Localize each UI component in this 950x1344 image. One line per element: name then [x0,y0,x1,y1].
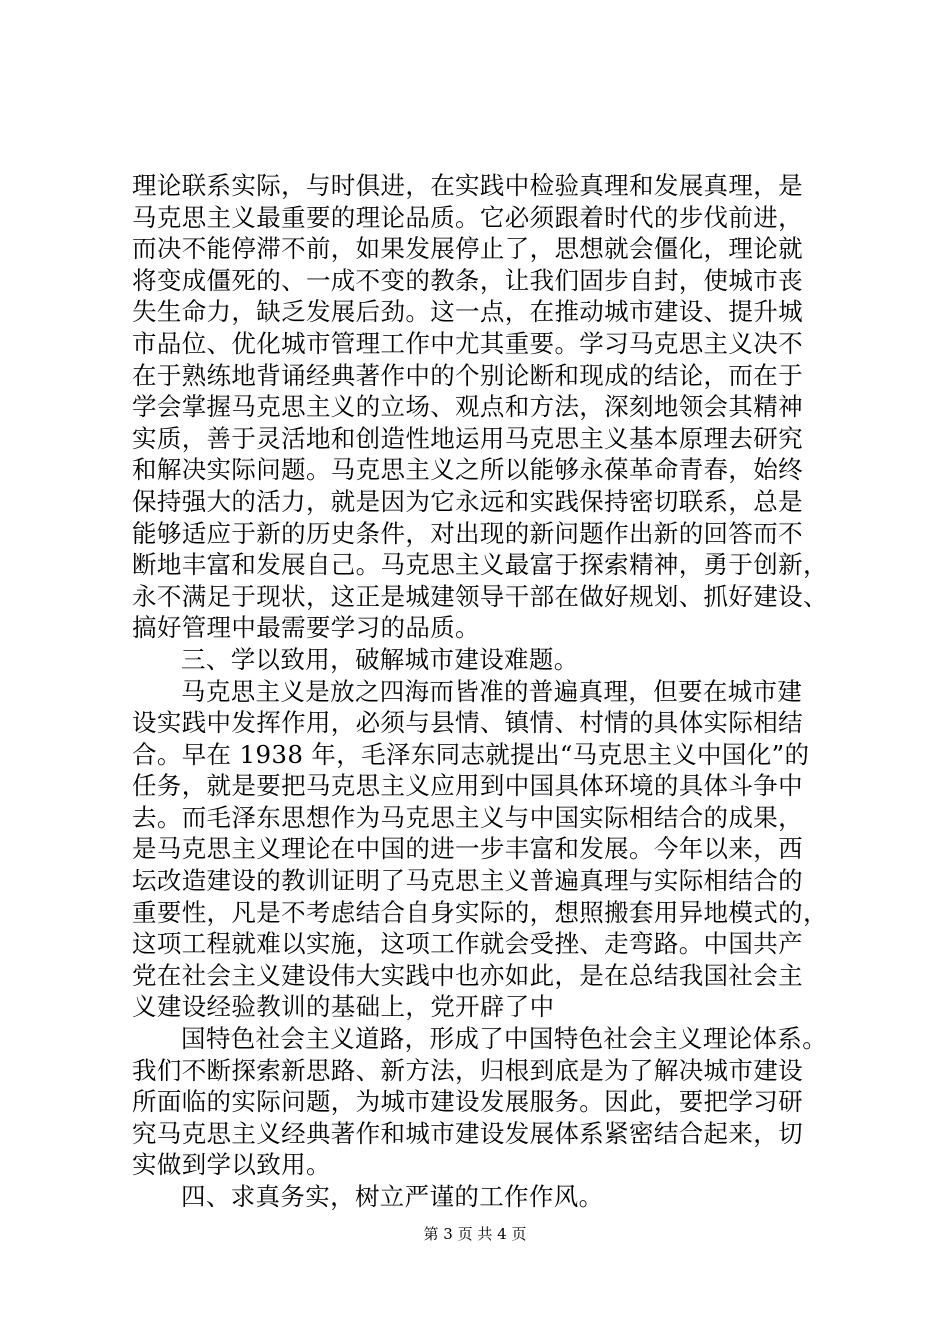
text-line: 学会掌握马克思主义的立场、观点和方法，深刻地领会其精神 [132,392,803,422]
text-line: 在于熟练地背诵经典著作中的个别论断和现成的结论，而在于 [132,360,803,390]
text-line: 设实践中发挥作用，必须与县情、镇情、村情的具体实际相结 [132,708,803,738]
text-line: 去。而毛泽东思想作为马克思主义与中国实际相结合的成果， [132,802,803,832]
paragraph-chinese-socialism [132,1023,852,1181]
text-line: 究马克思主义经典著作和城市建设发展体系紧密结合起来，切 [132,1118,803,1148]
text-line: 失生命力，缺乏发展后劲。这一点，在推动城市建设、提升城 [132,297,803,327]
text-line: 是马克思主义理论在中国的进一步丰富和发展。今年以来，西 [132,834,803,864]
text-line: 合。早在 1938 年，毛泽东同志就提出“马克思主义中国化”的 [132,739,810,769]
page-footer: 第 3 页 共 4 页 [423,1225,527,1243]
text-line: 搞好管理中最需要学习的品质。 [132,613,480,643]
text-line: 和解决实际问题。马克思主义之所以能够永葆革命青春，始终 [132,455,803,485]
text-line: 马克思主义是放之四海而皆准的普遍真理，但要在城市建 [181,676,803,706]
text-line: 所面临的实际问题，为城市建设发展服务。因此，要把学习研 [132,1087,803,1117]
paragraph-continuation [132,170,852,644]
text-line: 三、学以致用，破解城市建设难题。 [181,644,579,674]
text-line: 永不满足于现状，这正是城建领导干部在做好规划、抓好建设、 [132,581,828,611]
text-line: 而决不能停滞不前，如果发展停止了，思想就会僵化，理论就 [132,234,803,264]
text-line: 重要性，凡是不考虑结合自身实际的，想照搬套用异地模式的， [132,897,828,927]
text-line: 马克思主义最重要的理论品质。它必须跟着时代的步伐前进， [132,202,803,232]
heading-four [132,1181,852,1213]
text-line: 四、求真务实，树立严谨的工作作风。 [181,1182,604,1211]
text-line: 国特色社会主义道路，形成了中国特色社会主义理论体系。 [181,1024,828,1054]
text-line: 能够适应于新的历史条件，对出现的新问题作出新的回答而不 [132,518,803,548]
text-line: 党在社会主义建设伟大实践中也亦如此，是在总结我国社会主 [132,960,803,990]
text-line: 将变成僵死的、一成不变的教条，让我们固步自封，使城市丧 [132,265,803,295]
heading-three [132,644,852,676]
text-line: 任务，就是要把马克思主义应用到中国具体环境的具体斗争中 [132,771,803,801]
text-line: 实质，善于灵活地和创造性地运用马克思主义基本原理去研究 [132,423,803,453]
text-line: 市品位、优化城市管理工作中尤其重要。学习马克思主义决不 [132,328,803,358]
text-line: 理论联系实际，与时俱进，在实践中检验真理和发展真理，是 [132,171,803,200]
paragraph-marxism-practice [132,676,852,1024]
text-line: 义建设经验教训的基础上，党开辟了中 [132,992,555,1022]
body-text [132,170,852,1213]
text-line: 断地丰富和发展自己。马克思主义最富于探索精神，勇于创新， [132,550,828,580]
text-line: 我们不断探索新思路、新方法，归根到底是为了解决城市建设 [132,1055,803,1085]
text-line: 坛改造建设的教训证明了马克思主义普遍真理与实际相结合的 [132,866,803,896]
text-line: 保持强大的活力，就是因为它永远和实践保持密切联系，总是 [132,486,803,516]
text-line: 这项工程就难以实施，这项工作就会受挫、走弯路。中国共产 [132,929,803,959]
text-line: 实做到学以致用。 [132,1150,331,1180]
